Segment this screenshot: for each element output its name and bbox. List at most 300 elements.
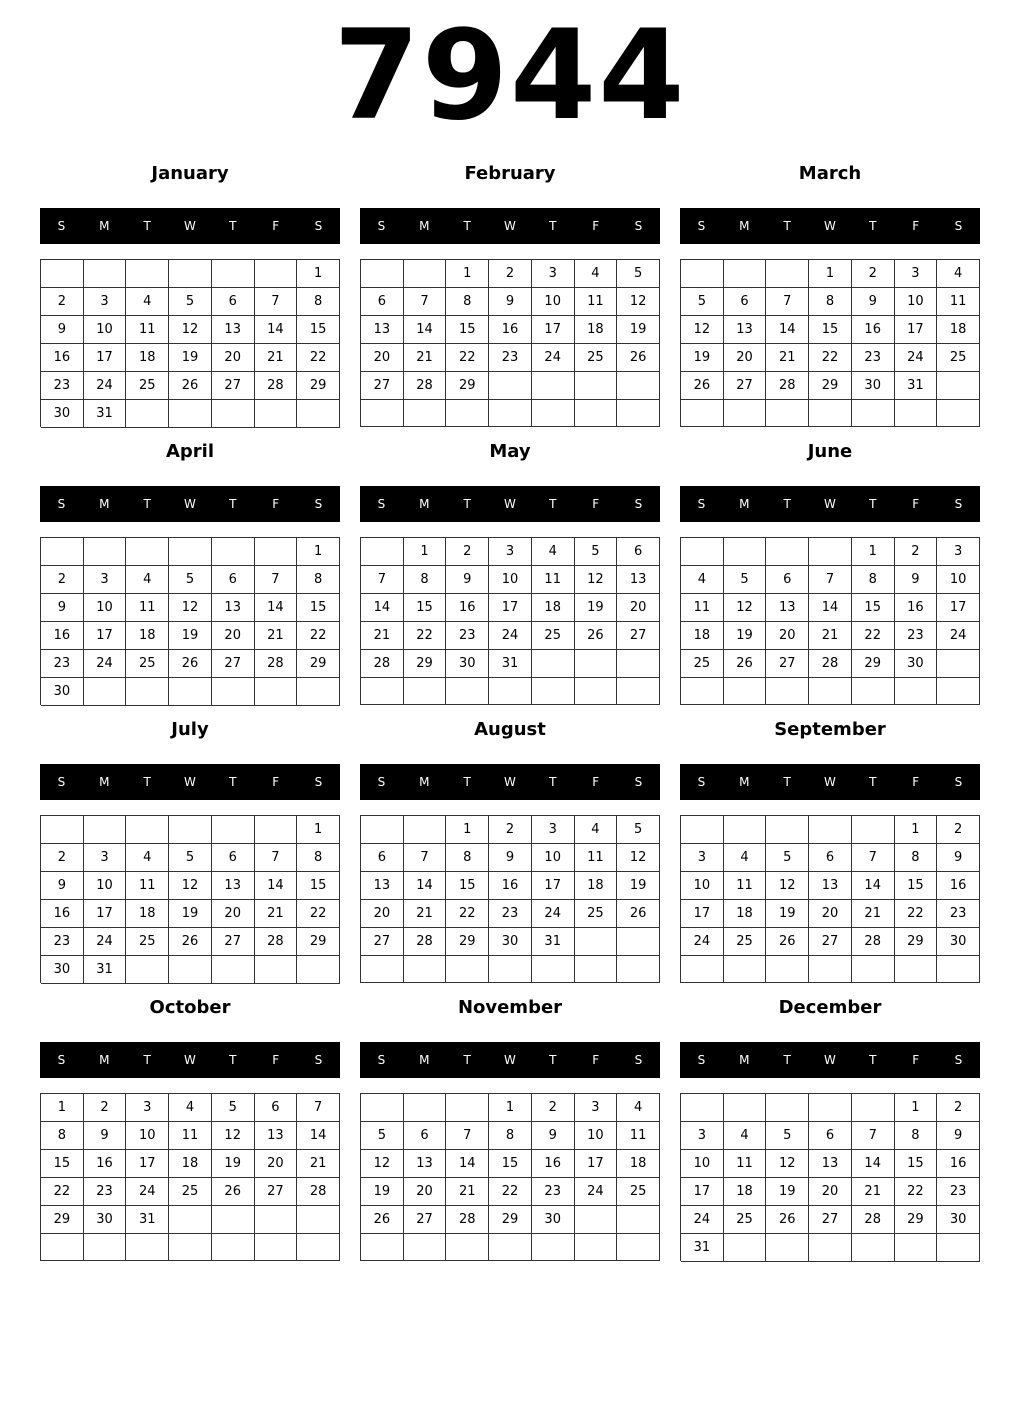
day-cell: 5 <box>212 1094 255 1122</box>
day-cell: 21 <box>766 344 809 372</box>
weekday-label: S <box>954 497 963 511</box>
day-cell: 7 <box>852 844 895 872</box>
day-cell: 28 <box>255 928 298 956</box>
day-cell: 26 <box>724 650 767 678</box>
weekday-label: F <box>592 1053 600 1067</box>
day-cell: 4 <box>617 1094 660 1122</box>
day-cell: 17 <box>575 1150 618 1178</box>
empty-day-cell <box>212 1234 255 1261</box>
empty-day-cell <box>169 1234 212 1261</box>
weekday-label: T <box>869 1053 877 1067</box>
empty-day-cell <box>169 400 212 428</box>
empty-day-cell <box>361 260 404 288</box>
day-cell: 13 <box>617 566 660 594</box>
day-cell: 6 <box>212 566 255 594</box>
day-cell: 10 <box>681 872 724 900</box>
day-cell: 25 <box>126 928 169 956</box>
day-cell: 2 <box>895 538 938 566</box>
day-cell: 15 <box>895 872 938 900</box>
weekday-label: S <box>697 497 706 511</box>
empty-day-cell <box>489 678 532 705</box>
day-cell: 10 <box>489 566 532 594</box>
empty-day-cell <box>724 816 767 844</box>
day-cell: 16 <box>937 1150 980 1178</box>
day-cell: 21 <box>255 622 298 650</box>
day-cell: 4 <box>169 1094 212 1122</box>
day-cell: 27 <box>404 1206 447 1234</box>
empty-day-cell <box>766 260 809 288</box>
day-cell: 27 <box>361 372 404 400</box>
day-cell: 15 <box>297 872 340 900</box>
empty-day-cell <box>404 260 447 288</box>
empty-day-cell <box>212 1206 255 1234</box>
empty-day-cell <box>361 956 404 983</box>
day-cell: 31 <box>126 1206 169 1234</box>
weekday-label: T <box>783 1053 791 1067</box>
empty-day-cell <box>681 956 724 983</box>
empty-day-cell <box>617 678 660 705</box>
empty-day-cell <box>617 650 660 678</box>
empty-day-cell <box>169 956 212 984</box>
empty-day-cell <box>532 400 575 427</box>
day-cell: 26 <box>575 622 618 650</box>
empty-day-cell <box>84 538 127 566</box>
day-cell: 19 <box>361 1178 404 1206</box>
day-cell: 2 <box>446 538 489 566</box>
day-cell: 26 <box>617 344 660 372</box>
day-cell: 26 <box>681 372 724 400</box>
day-cell: 13 <box>212 594 255 622</box>
empty-day-cell <box>297 678 340 706</box>
day-cell: 10 <box>126 1122 169 1150</box>
day-cell: 16 <box>489 872 532 900</box>
empty-day-cell <box>724 1234 767 1262</box>
weekday-label: T <box>869 219 877 233</box>
day-grid <box>40 815 340 983</box>
empty-day-cell <box>126 1234 169 1261</box>
empty-day-cell <box>84 816 127 844</box>
empty-day-cell <box>361 538 404 566</box>
day-cell: 29 <box>297 650 340 678</box>
day-cell: 10 <box>532 288 575 316</box>
empty-day-cell <box>255 816 298 844</box>
empty-day-cell <box>489 1234 532 1261</box>
day-cell: 6 <box>255 1094 298 1122</box>
day-cell: 13 <box>212 872 255 900</box>
day-cell: 3 <box>489 538 532 566</box>
day-cell: 12 <box>724 594 767 622</box>
day-cell: 30 <box>489 928 532 956</box>
weekday-label: S <box>697 1053 706 1067</box>
weekday-label: F <box>592 497 600 511</box>
day-cell: 17 <box>681 1178 724 1206</box>
month-name: January <box>151 163 229 184</box>
day-cell: 9 <box>84 1122 127 1150</box>
day-cell: 16 <box>41 344 84 372</box>
day-cell: 23 <box>84 1178 127 1206</box>
weekday-label: M <box>99 497 110 511</box>
weekday-label: T <box>783 219 791 233</box>
day-cell: 16 <box>895 594 938 622</box>
day-cell: 16 <box>937 872 980 900</box>
empty-day-cell <box>681 816 724 844</box>
day-cell: 9 <box>532 1122 575 1150</box>
day-cell: 14 <box>255 872 298 900</box>
day-cell: 23 <box>41 650 84 678</box>
day-cell: 20 <box>212 900 255 928</box>
day-cell: 14 <box>446 1150 489 1178</box>
empty-day-cell <box>852 678 895 705</box>
weekday-label: W <box>184 497 196 511</box>
day-cell: 17 <box>895 316 938 344</box>
day-cell: 31 <box>489 650 532 678</box>
day-cell: 15 <box>297 594 340 622</box>
empty-day-cell <box>212 956 255 984</box>
day-cell: 9 <box>937 1122 980 1150</box>
day-cell: 15 <box>895 1150 938 1178</box>
day-cell: 9 <box>852 288 895 316</box>
day-cell: 29 <box>446 372 489 400</box>
empty-day-cell <box>617 372 660 400</box>
day-cell: 12 <box>361 1150 404 1178</box>
day-cell: 3 <box>681 1122 724 1150</box>
empty-day-cell <box>575 928 618 956</box>
day-cell: 22 <box>489 1178 532 1206</box>
empty-day-cell <box>212 538 255 566</box>
day-cell: 18 <box>937 316 980 344</box>
day-cell: 11 <box>617 1122 660 1150</box>
empty-day-cell <box>937 650 980 678</box>
weekday-label: T <box>229 497 237 511</box>
month-name: November <box>457 997 563 1018</box>
day-cell: 13 <box>724 316 767 344</box>
day-cell: 22 <box>852 622 895 650</box>
weekday-label: F <box>592 775 600 789</box>
day-cell: 5 <box>169 844 212 872</box>
day-cell: 28 <box>809 650 852 678</box>
day-cell: 23 <box>41 928 84 956</box>
day-cell: 9 <box>41 316 84 344</box>
day-cell: 5 <box>681 288 724 316</box>
weekday-label: S <box>314 1053 323 1067</box>
weekday-label: T <box>229 1053 237 1067</box>
day-cell: 26 <box>212 1178 255 1206</box>
day-cell: 27 <box>809 928 852 956</box>
day-cell: 13 <box>809 872 852 900</box>
weekday-label: S <box>634 497 643 511</box>
day-cell: 3 <box>84 566 127 594</box>
day-cell: 19 <box>724 622 767 650</box>
day-cell: 26 <box>766 1206 809 1234</box>
day-cell: 11 <box>575 844 618 872</box>
day-cell: 24 <box>937 622 980 650</box>
weekday-label: T <box>549 775 557 789</box>
weekday-label: F <box>912 219 920 233</box>
weekday-label: W <box>824 1053 836 1067</box>
day-cell: 1 <box>41 1094 84 1122</box>
empty-day-cell <box>169 1206 212 1234</box>
empty-day-cell <box>532 678 575 705</box>
day-cell: 27 <box>766 650 809 678</box>
day-cell: 30 <box>532 1206 575 1234</box>
day-cell: 28 <box>404 928 447 956</box>
empty-day-cell <box>575 956 618 983</box>
day-cell: 24 <box>489 622 532 650</box>
empty-day-cell <box>169 260 212 288</box>
empty-day-cell <box>169 816 212 844</box>
day-cell: 1 <box>446 816 489 844</box>
day-cell: 17 <box>532 316 575 344</box>
day-cell: 19 <box>212 1150 255 1178</box>
day-cell: 20 <box>361 900 404 928</box>
empty-day-cell <box>766 956 809 983</box>
day-cell: 8 <box>895 844 938 872</box>
weekday-header <box>40 764 340 800</box>
weekday-header <box>680 208 980 244</box>
weekday-label: T <box>869 497 877 511</box>
empty-day-cell <box>169 538 212 566</box>
day-cell: 12 <box>169 872 212 900</box>
empty-day-cell <box>297 1234 340 1261</box>
month-name: December <box>778 997 882 1018</box>
day-cell: 25 <box>575 900 618 928</box>
empty-day-cell <box>852 816 895 844</box>
empty-day-cell <box>255 678 298 706</box>
empty-day-cell <box>724 538 767 566</box>
day-cell: 9 <box>895 566 938 594</box>
empty-day-cell <box>724 400 767 427</box>
empty-day-cell <box>41 538 84 566</box>
day-cell: 3 <box>126 1094 169 1122</box>
empty-day-cell <box>255 956 298 984</box>
day-cell: 17 <box>84 622 127 650</box>
empty-day-cell <box>852 400 895 427</box>
day-cell: 19 <box>169 900 212 928</box>
day-cell: 2 <box>489 816 532 844</box>
day-cell: 29 <box>297 928 340 956</box>
day-cell: 14 <box>404 316 447 344</box>
day-cell: 27 <box>212 372 255 400</box>
weekday-label: F <box>912 1053 920 1067</box>
day-cell: 2 <box>84 1094 127 1122</box>
weekday-label: S <box>57 775 66 789</box>
day-cell: 11 <box>724 872 767 900</box>
empty-day-cell <box>809 400 852 427</box>
weekday-label: W <box>184 775 196 789</box>
day-cell: 31 <box>681 1234 724 1262</box>
empty-day-cell <box>446 678 489 705</box>
empty-day-cell <box>297 1206 340 1234</box>
empty-day-cell <box>297 400 340 428</box>
day-grid <box>680 259 980 427</box>
day-cell: 19 <box>681 344 724 372</box>
day-cell: 4 <box>575 260 618 288</box>
day-cell: 5 <box>169 566 212 594</box>
day-cell: 7 <box>255 844 298 872</box>
day-cell: 8 <box>446 844 489 872</box>
day-grid <box>360 537 660 705</box>
month-name: February <box>464 163 556 184</box>
day-cell: 2 <box>41 566 84 594</box>
day-cell: 3 <box>937 538 980 566</box>
day-cell: 7 <box>361 566 404 594</box>
day-cell: 23 <box>937 1178 980 1206</box>
day-cell: 5 <box>169 288 212 316</box>
day-cell: 4 <box>532 538 575 566</box>
weekday-label: M <box>419 497 430 511</box>
day-cell: 5 <box>361 1122 404 1150</box>
day-cell: 10 <box>681 1150 724 1178</box>
day-cell: 1 <box>297 816 340 844</box>
weekday-label: W <box>504 497 516 511</box>
day-cell: 22 <box>41 1178 84 1206</box>
empty-day-cell <box>766 1094 809 1122</box>
weekday-label: T <box>143 775 151 789</box>
day-cell: 6 <box>404 1122 447 1150</box>
day-cell: 4 <box>126 288 169 316</box>
day-cell: 18 <box>575 316 618 344</box>
day-cell: 25 <box>937 344 980 372</box>
day-cell: 30 <box>41 400 84 428</box>
day-cell: 25 <box>169 1178 212 1206</box>
day-cell: 10 <box>84 316 127 344</box>
weekday-label: S <box>57 219 66 233</box>
weekday-label: M <box>419 775 430 789</box>
weekday-label: F <box>912 497 920 511</box>
weekday-label: M <box>99 219 110 233</box>
day-grid <box>360 1093 660 1261</box>
empty-day-cell <box>361 678 404 705</box>
day-cell: 9 <box>937 844 980 872</box>
weekday-label: S <box>634 1053 643 1067</box>
day-cell: 12 <box>575 566 618 594</box>
day-cell: 11 <box>724 1150 767 1178</box>
empty-day-cell <box>724 956 767 983</box>
empty-day-cell <box>617 1234 660 1261</box>
day-cell: 4 <box>724 844 767 872</box>
month-name: March <box>798 163 862 184</box>
day-cell: 29 <box>895 928 938 956</box>
empty-day-cell <box>41 816 84 844</box>
empty-day-cell <box>766 816 809 844</box>
day-cell: 29 <box>41 1206 84 1234</box>
weekday-label: M <box>739 219 750 233</box>
day-cell: 16 <box>852 316 895 344</box>
empty-day-cell <box>446 1094 489 1122</box>
day-cell: 31 <box>84 400 127 428</box>
empty-day-cell <box>255 400 298 428</box>
day-cell: 21 <box>809 622 852 650</box>
day-cell: 15 <box>41 1150 84 1178</box>
day-cell: 23 <box>532 1178 575 1206</box>
month-name: July <box>171 719 209 740</box>
empty-day-cell <box>937 1234 980 1262</box>
empty-day-cell <box>212 400 255 428</box>
weekday-label: S <box>697 775 706 789</box>
empty-day-cell <box>212 678 255 706</box>
empty-day-cell <box>446 1234 489 1261</box>
empty-day-cell <box>404 816 447 844</box>
day-cell: 16 <box>41 900 84 928</box>
day-cell: 31 <box>532 928 575 956</box>
weekday-label: M <box>419 1053 430 1067</box>
day-cell: 1 <box>297 260 340 288</box>
day-cell: 5 <box>617 816 660 844</box>
empty-day-cell <box>255 1234 298 1261</box>
day-cell: 7 <box>404 288 447 316</box>
day-cell: 8 <box>297 844 340 872</box>
day-cell: 20 <box>809 1178 852 1206</box>
empty-day-cell <box>617 956 660 983</box>
day-cell: 12 <box>766 872 809 900</box>
day-cell: 20 <box>212 622 255 650</box>
day-cell: 12 <box>617 844 660 872</box>
day-cell: 20 <box>809 900 852 928</box>
day-cell: 30 <box>41 678 84 706</box>
weekday-header <box>360 208 660 244</box>
day-grid <box>360 259 660 427</box>
weekday-label: T <box>463 775 471 789</box>
weekday-label: S <box>634 775 643 789</box>
weekday-label: F <box>272 497 280 511</box>
empty-day-cell <box>126 538 169 566</box>
day-cell: 22 <box>297 622 340 650</box>
day-cell: 7 <box>766 288 809 316</box>
empty-day-cell <box>126 400 169 428</box>
day-cell: 14 <box>809 594 852 622</box>
empty-day-cell <box>126 260 169 288</box>
day-cell: 17 <box>937 594 980 622</box>
day-grid <box>680 815 980 983</box>
empty-day-cell <box>169 678 212 706</box>
day-cell: 13 <box>361 872 404 900</box>
day-cell: 27 <box>809 1206 852 1234</box>
weekday-label: S <box>314 219 323 233</box>
weekday-label: T <box>229 775 237 789</box>
day-cell: 16 <box>489 316 532 344</box>
day-cell: 6 <box>766 566 809 594</box>
day-cell: 24 <box>575 1178 618 1206</box>
day-cell: 21 <box>852 1178 895 1206</box>
day-cell: 2 <box>937 1094 980 1122</box>
day-cell: 23 <box>41 372 84 400</box>
empty-day-cell <box>937 372 980 400</box>
weekday-header <box>40 486 340 522</box>
day-cell: 17 <box>489 594 532 622</box>
day-cell: 3 <box>532 816 575 844</box>
day-cell: 28 <box>446 1206 489 1234</box>
empty-day-cell <box>681 538 724 566</box>
empty-day-cell <box>532 650 575 678</box>
empty-day-cell <box>404 1094 447 1122</box>
day-cell: 22 <box>446 344 489 372</box>
day-cell: 30 <box>852 372 895 400</box>
empty-day-cell <box>809 1094 852 1122</box>
day-cell: 11 <box>532 566 575 594</box>
day-cell: 19 <box>575 594 618 622</box>
day-cell: 24 <box>532 344 575 372</box>
weekday-label: W <box>824 775 836 789</box>
empty-day-cell <box>937 956 980 983</box>
empty-day-cell <box>809 678 852 705</box>
day-cell: 7 <box>255 566 298 594</box>
empty-day-cell <box>404 1234 447 1261</box>
weekday-header <box>40 208 340 244</box>
day-cell: 5 <box>766 844 809 872</box>
weekday-label: W <box>504 1053 516 1067</box>
day-cell: 1 <box>895 1094 938 1122</box>
empty-day-cell <box>212 816 255 844</box>
